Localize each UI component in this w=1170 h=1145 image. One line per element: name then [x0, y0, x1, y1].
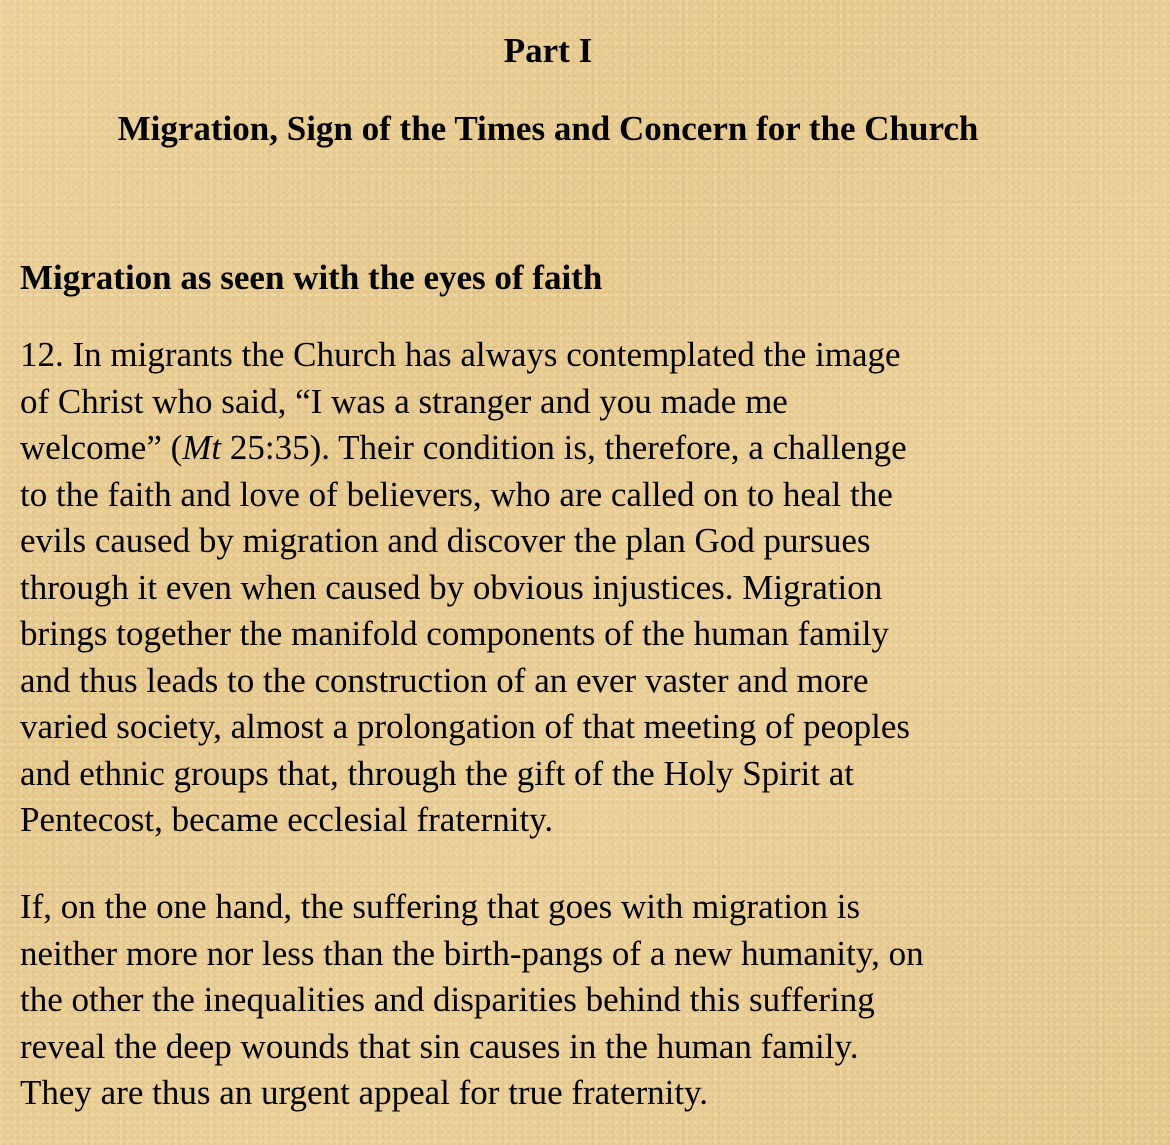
paragraph-suffering	[20, 884, 1150, 1117]
main-title: Migration, Sign of the Times and Concern for the Church	[117, 109, 979, 148]
paragraph-line: brings together the manifold components of the human family	[20, 614, 889, 653]
paragraph-line: 12. In migrants the Church has always contemplated the image	[20, 335, 901, 374]
paragraph-line: If, on the one hand, the suffering that goes with migration is	[20, 887, 861, 926]
line-text-before: welcome” (	[20, 428, 183, 467]
paragraph-line: They are thus an urgent appeal for true fraternity.	[20, 1073, 709, 1112]
paragraph-line: reveal the deep wounds that sin causes in the human family.	[20, 1026, 859, 1066]
paragraph-line: neither more nor less than the birth-pangs of a new humanity, on	[20, 933, 924, 973]
paragraph-line: Pentecost, became ecclesial fraternity.	[20, 800, 554, 839]
paragraph-12	[20, 332, 1150, 844]
part-heading: Part I	[503, 31, 593, 70]
paragraph-line: to the faith and love of believers, who are called on to heal the	[20, 474, 893, 514]
line-text-after: 25:35). Their condition is, therefore, a challenge	[221, 428, 907, 467]
paragraph-line: the other the inequalities and disparities behind this suffering	[20, 980, 875, 1019]
paragraph-line: and ethnic groups that, through the gift of the Holy Spirit at	[20, 753, 855, 793]
paragraph-line	[20, 425, 1150, 472]
paragraph-line: of Christ who said, “I was a stranger and you made me	[20, 381, 788, 421]
paragraph-line: evils caused by migration and discover the plan God pursues	[20, 521, 871, 560]
bible-reference-italic: Mt	[182, 428, 222, 467]
section-heading: Migration as seen with the eyes of faith	[20, 258, 603, 297]
paragraph-line: through it even when caused by obvious injustices. Migration	[20, 567, 883, 607]
paragraph-line: varied society, almost a prolongation of that meeting of peoples	[20, 707, 910, 746]
paragraph-line: and thus leads to the construction of an ever vaster and more	[20, 660, 869, 700]
